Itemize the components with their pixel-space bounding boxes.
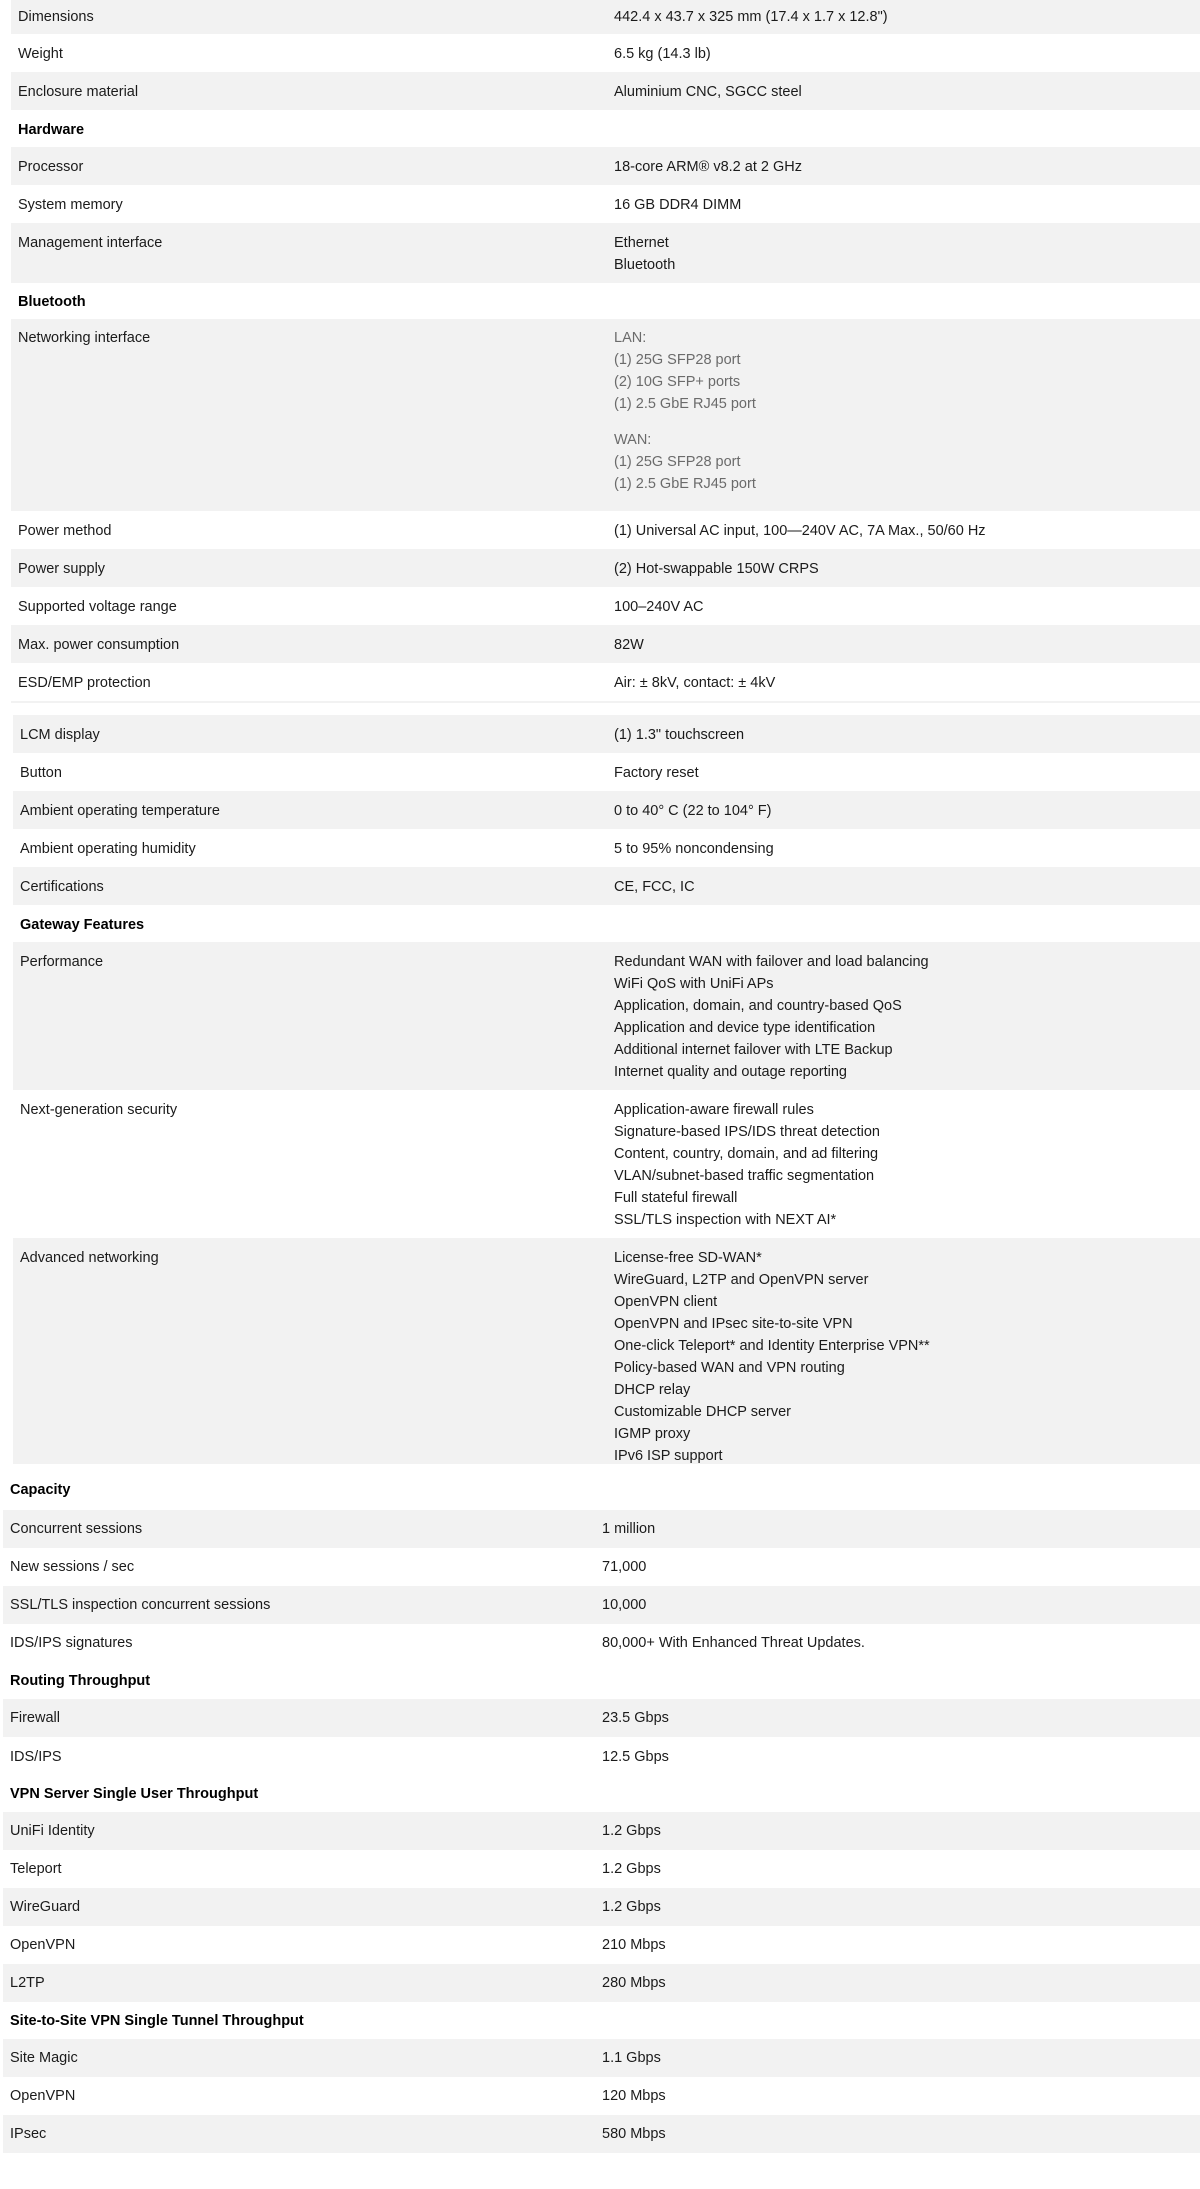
spec-row-security: [13, 1090, 1200, 1238]
spec-row-sessions: [3, 1510, 1200, 1548]
spec-label: Power method: [18, 523, 112, 539]
value-line: Application-aware firewall rules: [614, 1102, 814, 1118]
spec-label: WireGuard: [10, 1899, 81, 1915]
spec-label: Processor: [18, 159, 84, 175]
spec-value: 1 million: [602, 1521, 656, 1537]
spec-row-idsips: [3, 1737, 1200, 1775]
spec-label: Concurrent sessions: [10, 1521, 143, 1537]
value-line: WiFi QoS with UniFi APs: [614, 976, 774, 992]
section-header-routing: [3, 1662, 1200, 1699]
spec-label: Site Magic: [10, 2050, 78, 2066]
spec-label: Management interface: [18, 235, 163, 251]
value-line: LAN:: [614, 330, 647, 346]
spec-row-enclosure: [11, 72, 1200, 110]
spec-label: Next-generation security: [20, 1102, 178, 1118]
value-line: Policy-based WAN and VPN routing: [614, 1360, 845, 1376]
value-line: DHCP relay: [614, 1382, 691, 1398]
spec-value: 80,000+ With Enhanced Threat Updates.: [602, 1635, 865, 1651]
spec-value: CE, FCC, IC: [614, 879, 695, 895]
spec-value: 1.2 Gbps: [602, 1823, 661, 1839]
spec-row-weight: [11, 34, 1200, 72]
value-line: Content, country, domain, and ad filtering: [614, 1146, 879, 1162]
spec-value: 82W: [614, 637, 644, 653]
spec-label: Performance: [20, 954, 104, 970]
spec-row-ipsec: [3, 2115, 1200, 2153]
spec-label: Teleport: [10, 1861, 62, 1877]
value-line: One-click Teleport* and Identity Enterprise VPN**: [614, 1338, 930, 1354]
spec-value: Air: ± 8kV, contact: ± 4kV: [614, 675, 776, 691]
spec-value: Factory reset: [614, 765, 699, 781]
value-line: Customizable DHCP server: [614, 1404, 792, 1420]
spec-row-networking: [11, 319, 1200, 511]
spec-label: IPsec: [10, 2126, 47, 2142]
spec-row-lcm: [13, 715, 1200, 753]
spec-label: SSL/TLS inspection concurrent sessions: [10, 1597, 271, 1613]
spec-value: [614, 1247, 930, 1467]
spec-row-new-sessions: [3, 1548, 1200, 1586]
spec-label: Enclosure material: [18, 84, 139, 100]
value-line: Internet quality and outage reporting: [614, 1064, 847, 1080]
spec-label: Weight: [18, 46, 63, 62]
spec-value: 280 Mbps: [602, 1975, 666, 1991]
value-line: OpenVPN and IPsec site-to-site VPN: [614, 1316, 853, 1332]
spec-value: 100–240V AC: [614, 599, 704, 615]
spec-value: 210 Mbps: [602, 1937, 666, 1953]
spec-label: OpenVPN: [10, 1937, 76, 1953]
spec-value: 18-core ARM® v8.2 at 2 GHz: [614, 159, 802, 175]
spec-value: 1.1 Gbps: [602, 2050, 661, 2066]
spec-value: 71,000: [602, 1559, 647, 1575]
spec-label: Max. power consumption: [18, 637, 180, 653]
spec-value: 0 to 40° C (22 to 104° F): [614, 803, 772, 819]
value-line: OpenVPN client: [614, 1294, 718, 1310]
value-line: (1) 25G SFP28 port: [614, 352, 741, 368]
spec-label: IDS/IPS: [10, 1749, 62, 1765]
spec-value: [614, 232, 675, 276]
section-divider: [11, 701, 1200, 715]
value-line: IGMP proxy: [614, 1426, 691, 1442]
spec-value: 16 GB DDR4 DIMM: [614, 197, 742, 213]
spec-row-firewall: [3, 1699, 1200, 1737]
spacer: [614, 415, 756, 429]
spec-label: Button: [20, 765, 62, 781]
spec-row-voltage: [11, 587, 1200, 625]
spec-label: UniFi Identity: [10, 1823, 95, 1839]
spec-label: Power supply: [18, 561, 106, 577]
spec-value: 1.2 Gbps: [602, 1899, 661, 1915]
spec-label: IDS/IPS signatures: [10, 1635, 133, 1651]
section-header-hardware: [11, 110, 1200, 147]
spec-value: 120 Mbps: [602, 2088, 666, 2104]
spec-label: Ambient operating temperature: [20, 803, 220, 819]
spec-row-temperature: [13, 791, 1200, 829]
section-title: Routing Throughput: [10, 1673, 151, 1689]
spec-row-processor: [11, 147, 1200, 185]
value-line: WAN:: [614, 432, 652, 448]
value-line: (2) 10G SFP+ ports: [614, 374, 741, 390]
value-line: IPv6 ISP support: [614, 1448, 723, 1464]
spec-label: Firewall: [10, 1710, 60, 1726]
section-header-capacity: [3, 1464, 1200, 1510]
spec-row-button: [13, 753, 1200, 791]
spec-label: OpenVPN: [10, 2088, 76, 2104]
value-line: Bluetooth: [614, 257, 676, 273]
value-line: Redundant WAN with failover and load balancing: [614, 954, 929, 970]
spec-value: 1.2 Gbps: [602, 1861, 661, 1877]
spec-value: 5 to 95% noncondensing: [614, 841, 774, 857]
spec-value: [614, 327, 756, 495]
value-line: (1) 2.5 GbE RJ45 port: [614, 476, 756, 492]
value-line: (1) 25G SFP28 port: [614, 454, 741, 470]
spec-row-power-method: [11, 511, 1200, 549]
section-title: Site-to-Site VPN Single Tunnel Throughput: [10, 2013, 304, 2029]
spec-label: ESD/EMP protection: [18, 675, 151, 691]
section-title: Capacity: [10, 1482, 71, 1498]
spec-row-ids-signatures: [3, 1624, 1200, 1662]
spec-value: 10,000: [602, 1597, 647, 1613]
spec-label: Ambient operating humidity: [20, 841, 196, 857]
section-header-vpn: [3, 1775, 1200, 1812]
section-title: Bluetooth: [18, 294, 86, 310]
spec-value: Aluminium CNC, SGCC steel: [614, 84, 802, 100]
value-line: Full stateful firewall: [614, 1190, 738, 1206]
spec-value: 12.5 Gbps: [602, 1749, 669, 1765]
section-header-site-to-site: [3, 2002, 1200, 2039]
spec-row-dimensions: [11, 0, 1200, 34]
spec-row-esd: [11, 663, 1200, 701]
spec-label: Certifications: [20, 879, 104, 895]
section-header-bluetooth: [11, 283, 1200, 319]
spec-row-openvpn: [3, 1926, 1200, 1964]
spec-row-memory: [11, 185, 1200, 223]
spec-row-humidity: [13, 829, 1200, 867]
spec-label: Networking interface: [18, 330, 151, 346]
spec-value: 580 Mbps: [602, 2126, 666, 2142]
spec-row-s2s-openvpn: [3, 2077, 1200, 2115]
section-title: VPN Server Single User Throughput: [10, 1786, 259, 1802]
value-line: VLAN/subnet-based traffic segmentation: [614, 1168, 875, 1184]
value-line: Signature-based IPS/IDS threat detection: [614, 1124, 880, 1140]
spec-label: L2TP: [10, 1975, 45, 1991]
spec-row-max-power: [11, 625, 1200, 663]
spec-value: [614, 1099, 880, 1231]
spec-row-wireguard: [3, 1888, 1200, 1926]
spec-row-certifications: [13, 867, 1200, 905]
spec-value: [614, 951, 929, 1083]
value-line: License-free SD-WAN*: [614, 1250, 762, 1266]
spec-value: 442.4 x 43.7 x 325 mm (17.4 x 1.7 x 12.8"): [614, 9, 888, 25]
spec-value: 6.5 kg (14.3 lb): [614, 46, 711, 62]
spec-value: (2) Hot-swappable 150W CRPS: [614, 561, 819, 577]
spec-label: Dimensions: [18, 9, 94, 25]
section-header-gateway: [13, 905, 1200, 942]
spec-value: 23.5 Gbps: [602, 1710, 669, 1726]
spec-label: New sessions / sec: [10, 1559, 135, 1575]
spec-row-teleport: [3, 1850, 1200, 1888]
spec-value: (1) Universal AC input, 100—240V AC, 7A Max., 50/60 Hz: [614, 523, 986, 539]
section-title: Hardware: [18, 122, 85, 138]
spec-label: Advanced networking: [20, 1250, 159, 1266]
spec-row-l2tp: [3, 1964, 1200, 2002]
spec-row-power-supply: [11, 549, 1200, 587]
value-line: Additional internet failover with LTE Backup: [614, 1042, 893, 1058]
spec-row-site-magic: [3, 2039, 1200, 2077]
spec-value: (1) 1.3" touchscreen: [614, 727, 745, 743]
spec-row-advanced: [13, 1238, 1200, 1464]
value-line: Application and device type identification: [614, 1020, 876, 1036]
value-line: Ethernet: [614, 235, 669, 251]
spec-label: Supported voltage range: [18, 599, 177, 615]
spec-row-unifi-identity: [3, 1812, 1200, 1850]
spec-label: LCM display: [20, 727, 100, 743]
value-line: SSL/TLS inspection with NEXT AI*: [614, 1212, 837, 1228]
spec-row-ssl-sessions: [3, 1586, 1200, 1624]
spec-row-performance: [13, 942, 1200, 1090]
value-line: Application, domain, and country-based QoS: [614, 998, 902, 1014]
section-title: Gateway Features: [20, 917, 145, 933]
spec-label: System memory: [18, 197, 123, 213]
value-line: (1) 2.5 GbE RJ45 port: [614, 396, 756, 412]
spec-row-management: [11, 223, 1200, 283]
value-line: WireGuard, L2TP and OpenVPN server: [614, 1272, 869, 1288]
